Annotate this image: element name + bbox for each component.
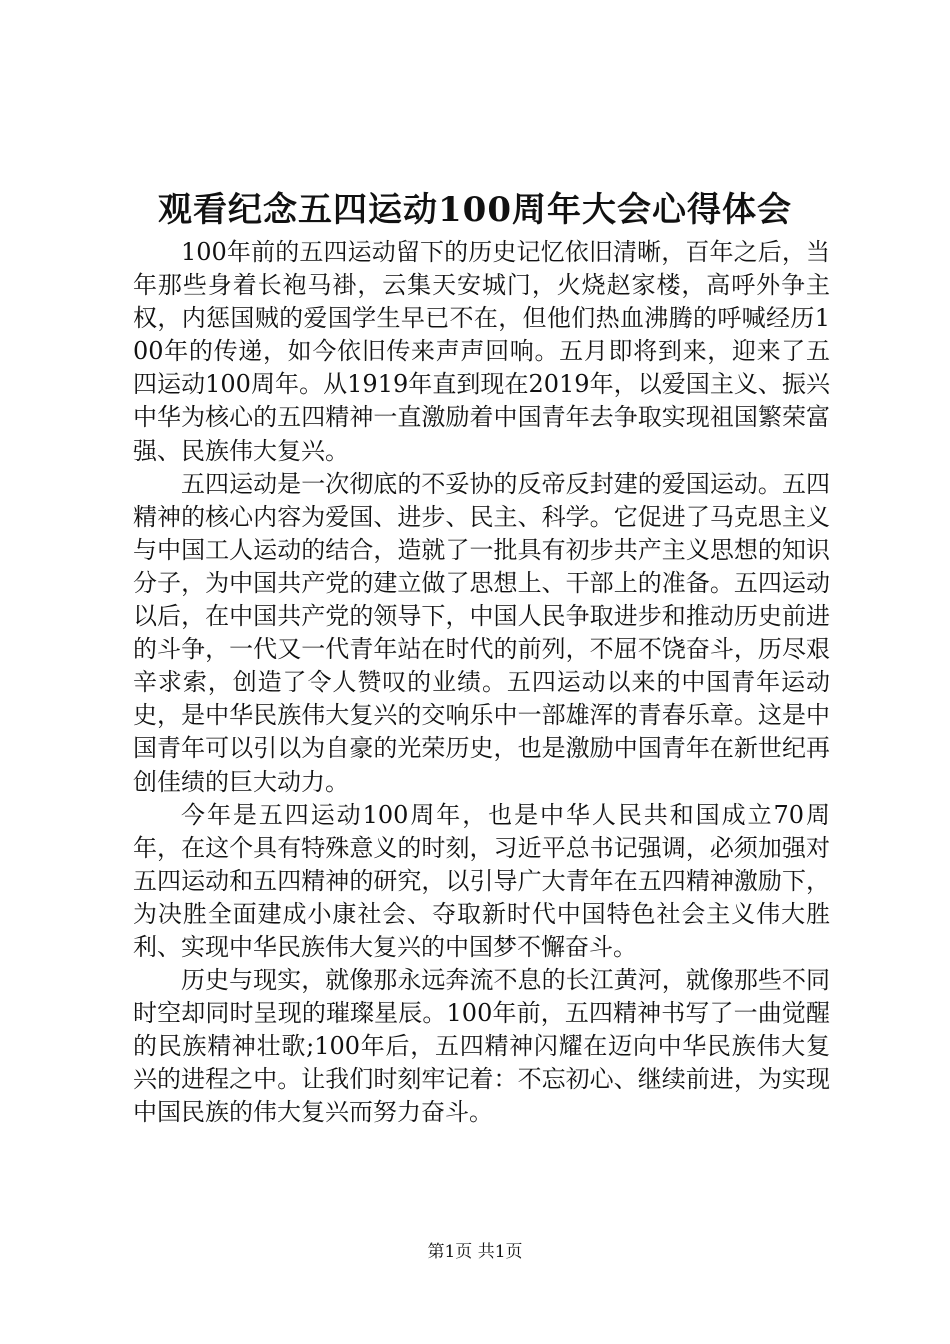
paragraph-3: 今年是五四运动100周年，也是中华人民共和国成立70周年，在这个具有特殊意义的时刻，习近平总书记强调，必须加强对五四运动和五四精神的研究，以引导广大青年在五四精神激励下，为决胜全面建成小康社会、夺取新时代中国特色社会主义伟大胜利、实现中华民族伟大复兴的中国梦不懈奋斗。	[133, 800, 830, 961]
document-body	[133, 236, 830, 1130]
document-title: 观看纪念五四运动100周年大会心得体会	[158, 190, 792, 230]
page-footer: 第1页 共1页	[427, 1242, 523, 1262]
paragraph-1: 100年前的五四运动留下的历史记忆依旧清晰，百年之后，当年那些身着长袍马褂，云集天安城门，火烧赵家楼，高呼外争主权，内惩国贼的爱国学生早已不在，但他们热血沸腾的呼喊经历100年的传递，如今依旧传来声声回响。五月即将到来，迎来了五四运动100周年。从1919年直到现在2019年，以爱国主义、振兴中华为核心的五四精神一直激励着中国青年去争取实现祖国繁荣富强、民族伟大复兴。	[133, 238, 830, 465]
paragraph-4: 历史与现实，就像那永远奔流不息的长江黄河，就像那些不同时空却同时呈现的璀璨星辰。100年前，五四精神书写了一曲觉醒的民族精神壮歌;100年后，五四精神闪耀在迈向中华民族伟大复兴的进程之中。让我们时刻牢记着：不忘初心、继续前进，为实现中国民族的伟大复兴而努力奋斗。	[133, 966, 830, 1127]
paragraph-2: 五四运动是一次彻底的不妥协的反帝反封建的爱国运动。五四精神的核心内容为爱国、进步、民主、科学。它促进了马克思主义与中国工人运动的结合，造就了一批具有初步共产主义思想的知识分子，为中国共产党的建立做了思想上、干部上的准备。五四运动以后，在中国共产党的领导下，中国人民争取进步和推动历史前进的斗争，一代又一代青年站在时代的前列，不屈不饶奋斗，历尽艰辛求索，创造了令人赞叹的业绩。五四运动以来的中国青年运动史，是中华民族伟大复兴的交响乐中一部雄浑的青春乐章。这是中国青年可以引以为自豪的光荣历史，也是激励中国青年在新世纪再创佳绩的巨大动力。	[133, 469, 830, 796]
